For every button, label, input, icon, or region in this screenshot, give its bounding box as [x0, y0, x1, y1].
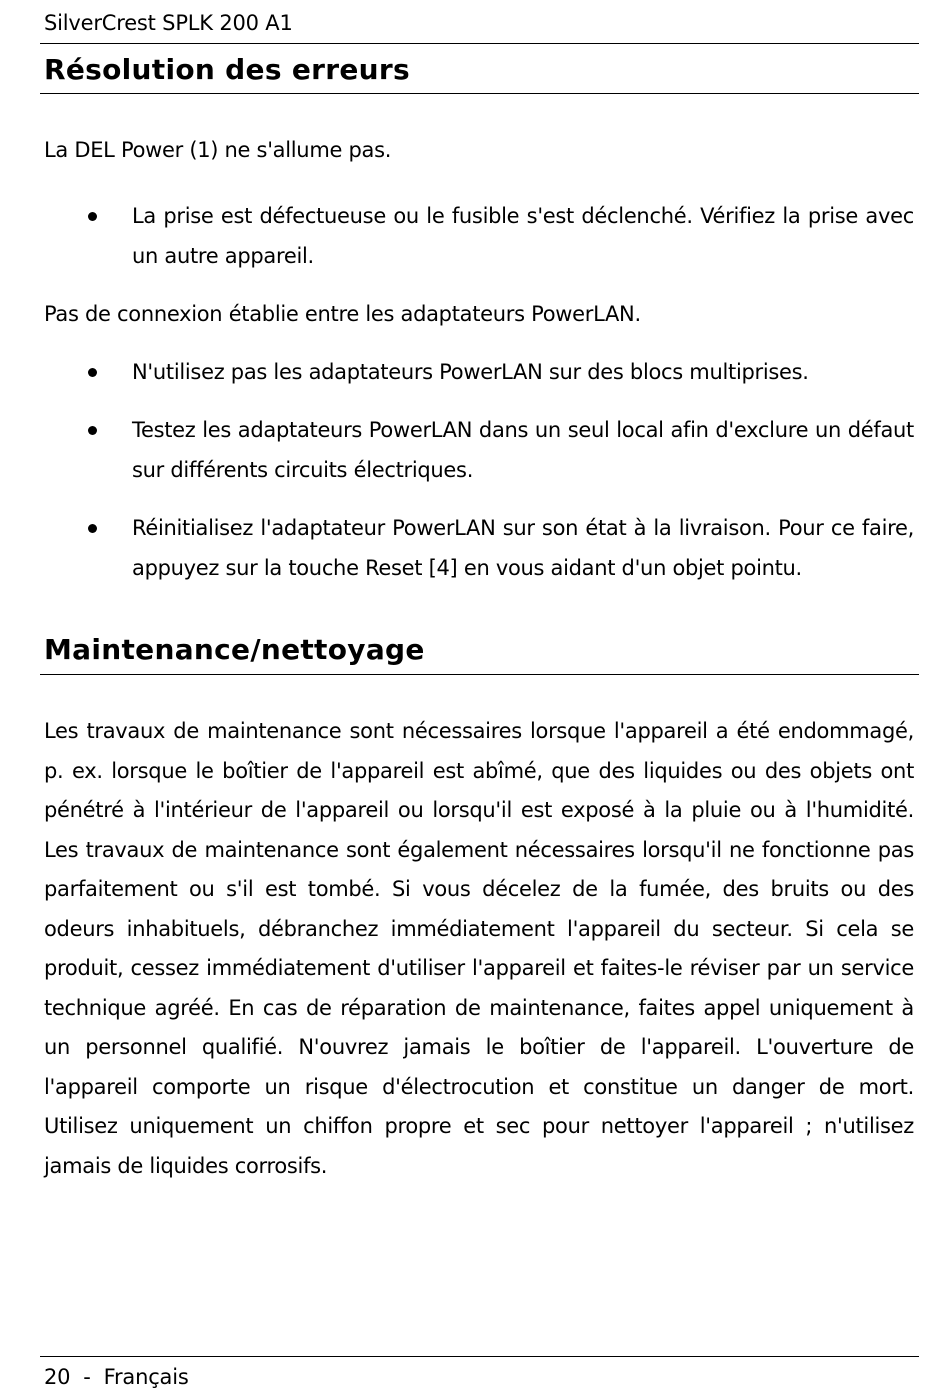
bullet-item: La prise est défectueuse ou le fusible s'est déclenché. Vérifiez la prise avec un autre appareil. [132, 204, 914, 268]
bullet-icon [88, 524, 97, 533]
problem-no-connection: Pas de connexion établie entre les adaptateurs PowerLAN. [44, 302, 641, 326]
section-title-rule [40, 674, 919, 675]
section-title-troubleshooting: Résolution des erreurs [44, 53, 410, 86]
footer-separator: - [83, 1365, 91, 1389]
page-footer [44, 1362, 189, 1392]
page-number: 20 [44, 1365, 71, 1389]
bullet-icon [88, 426, 97, 435]
running-header: SilverCrest SPLK 200 A1 [44, 11, 293, 35]
bullet-item: Réinitialisez l'adaptateur PowerLAN sur son état à la livraison. Pour ce faire, appuyez sur la touche Reset [4] en vous aidant d'un objet pointu. [132, 516, 914, 580]
bullet-icon [88, 212, 97, 221]
problem-power-led: La DEL Power (1) ne s'allume pas. [44, 138, 392, 162]
footer-rule [40, 1356, 919, 1357]
bullet-item: N'utilisez pas les adaptateurs PowerLAN sur des blocs multiprises. [132, 360, 809, 384]
footer-language: Français [103, 1365, 189, 1389]
maintenance-paragraph: Les travaux de maintenance sont nécessaires lorsque l'appareil a été endommagé, p. ex. lorsque le boîtier de l'appareil est abîmé, que des liquides ou des objets ont pénétré à l'intérieur de l'appareil ou lorsqu'il est exposé à la pluie ou à l'humidité. Les travaux de maintenance sont également nécessaires lorsqu'il ne fonctionne pas parfaitement ou s'il est tombé. Si vous décelez de la fumée, des bruits ou des odeurs inhabituels, débranchez immédiatement l'appareil du secteur. Si cela se produit, cessez immédiatement d'utiliser l'appareil et faites-le réviser par un service technique agréé. En cas de réparation de maintenance, faites appel uniquement à un personnel qualifié. N'ouvrez jamais le boîtier de l'appareil. L'ouverture de l'appareil comporte un risque d'électrocution et constitue un danger de mort. Utilisez uniquement un chiffon propre et sec pour nettoyer l'appareil ; n'utilisez jamais de liquides corrosifs. [44, 719, 914, 1178]
section-title-maintenance: Maintenance/nettoyage [44, 633, 425, 666]
header-rule [40, 43, 919, 44]
bullet-icon [88, 368, 97, 377]
section-title-rule [40, 93, 919, 94]
bullet-item: Testez les adaptateurs PowerLAN dans un seul local afin d'exclure un défaut sur différents circuits électriques. [132, 418, 914, 482]
